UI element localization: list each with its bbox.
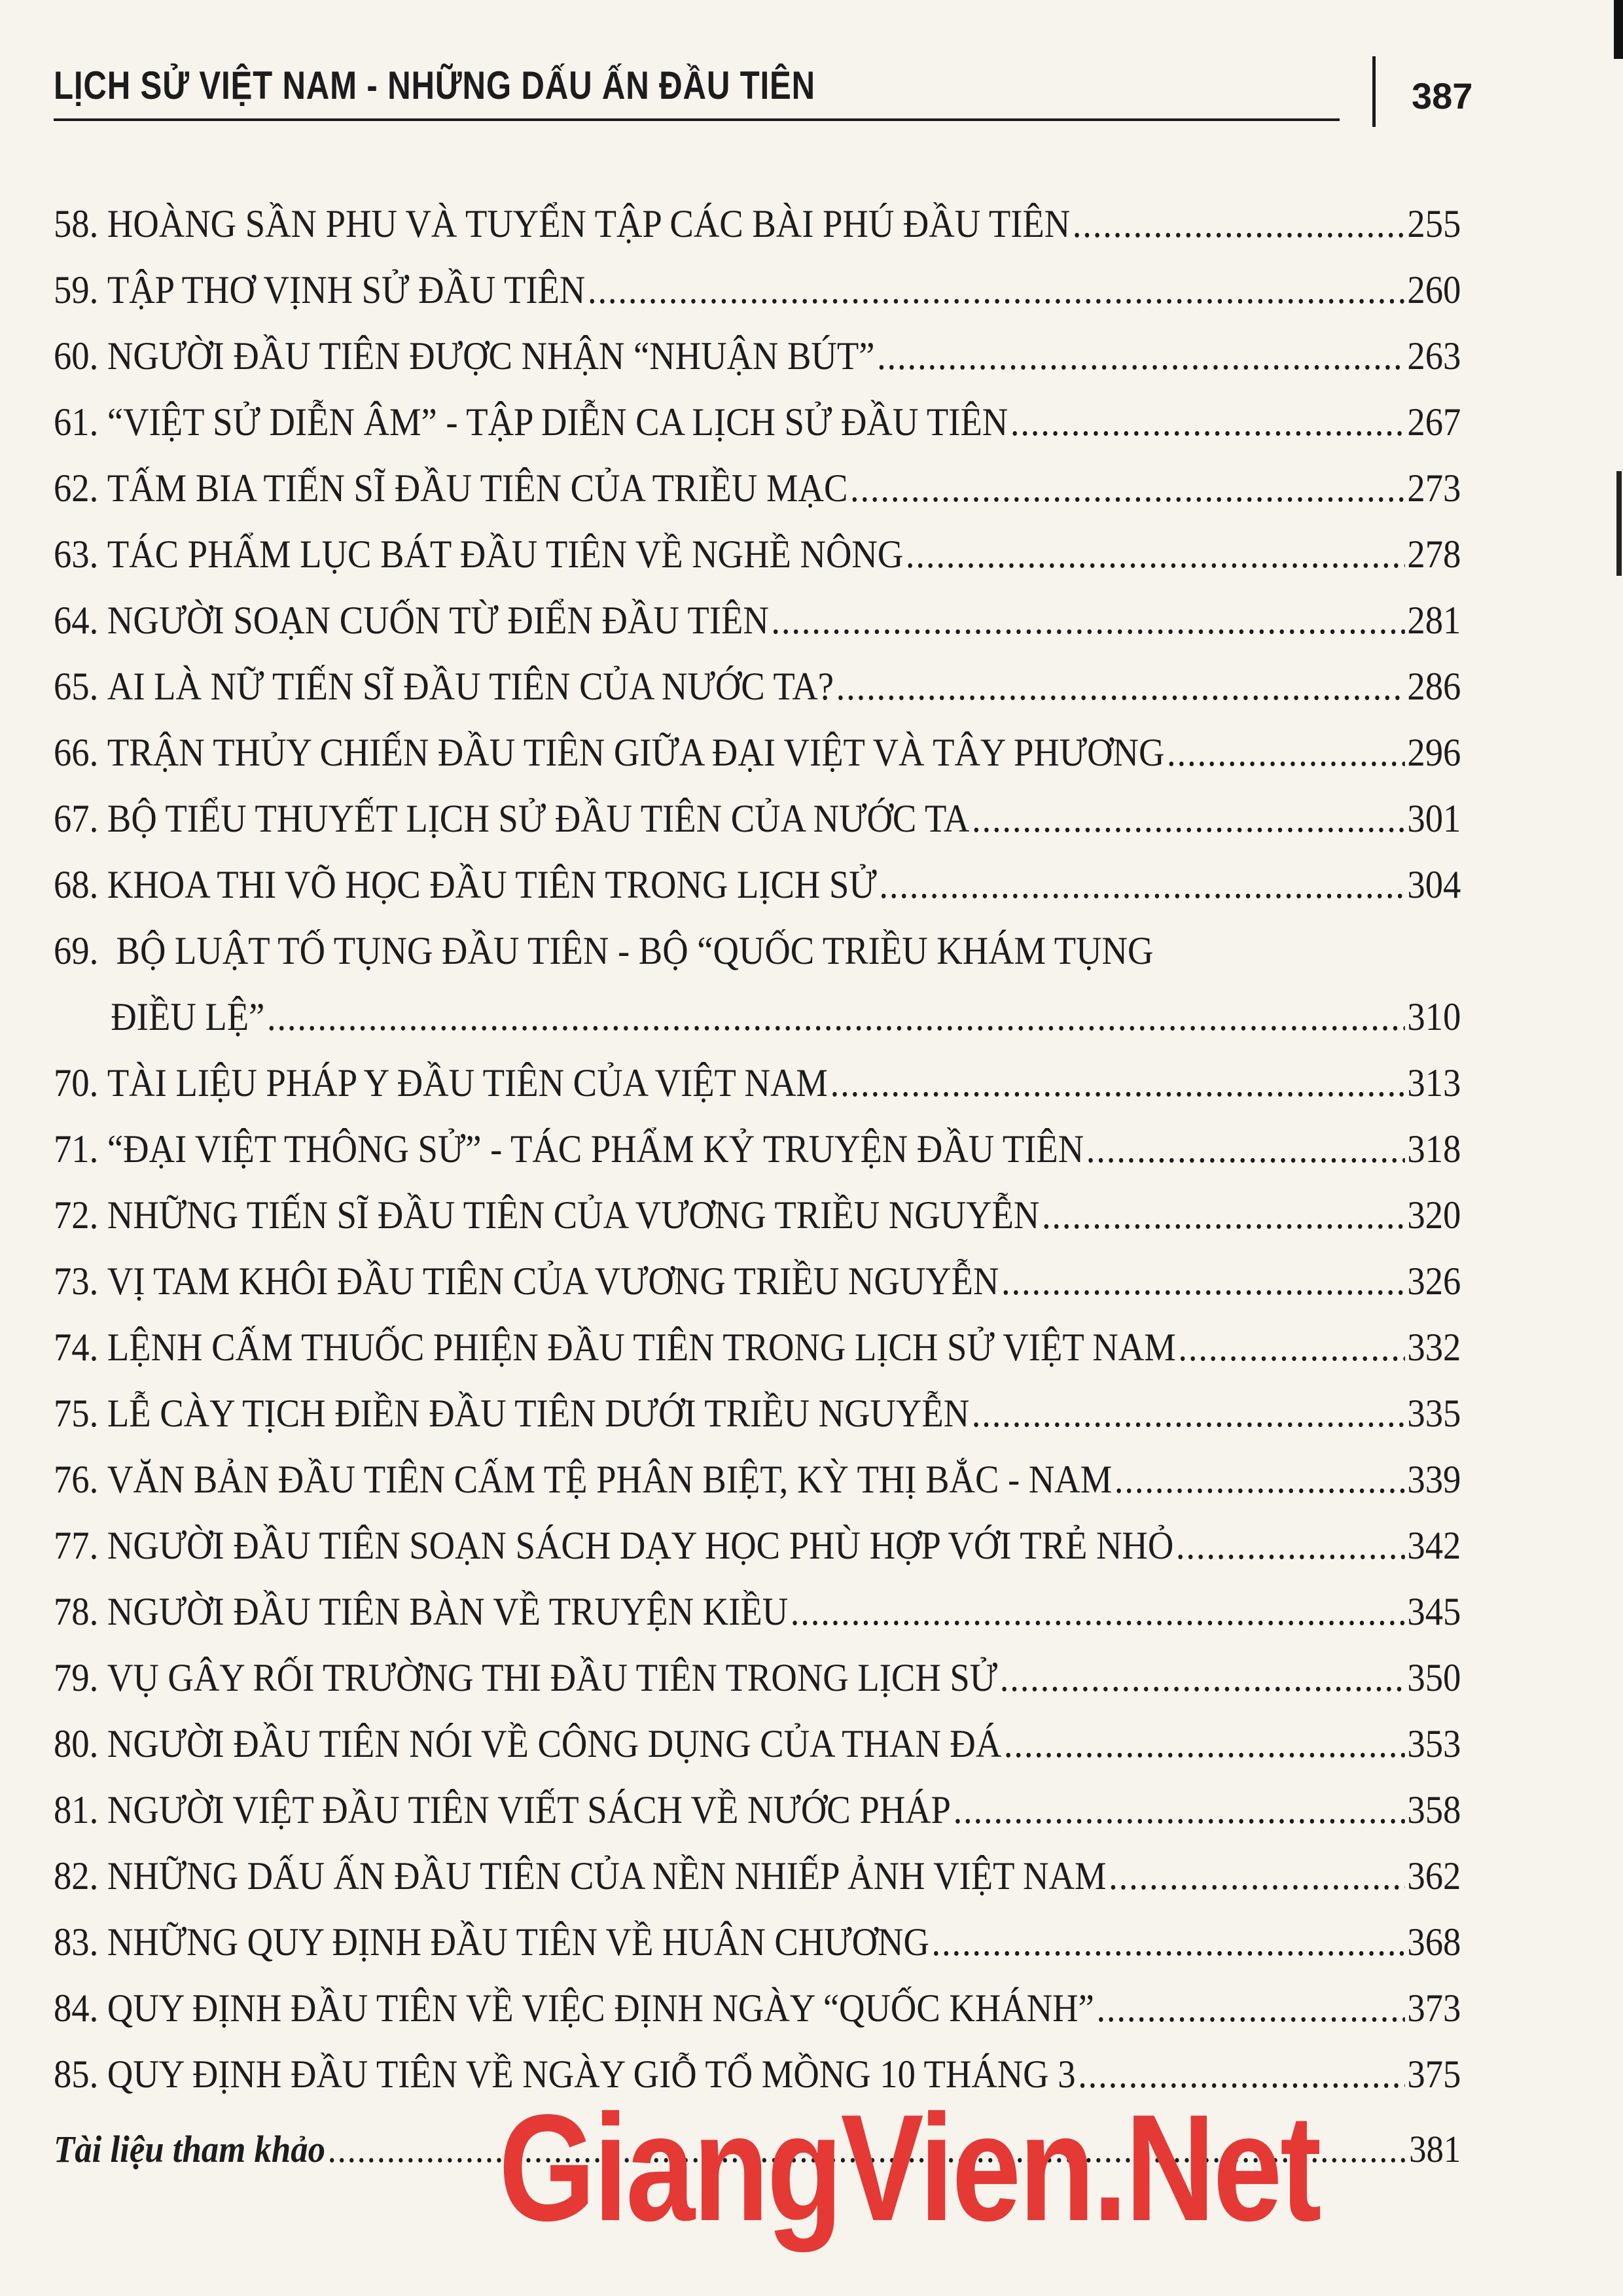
- toc-entry-number: 79.: [54, 1656, 99, 1699]
- dot-leader: [1004, 1711, 1405, 1777]
- page-number: 387: [1412, 75, 1473, 116]
- dot-leader: [972, 1381, 1405, 1447]
- toc-entry-number: 62.: [54, 467, 99, 510]
- toc-entry-number: 73.: [54, 1260, 99, 1303]
- toc-entry[interactable]: [54, 852, 1461, 918]
- toc-entry-page: 335: [1407, 1392, 1461, 1435]
- toc-entry-page: 313: [1407, 1061, 1461, 1104]
- toc-entry-title: LỆNH CẤM THUỐC PHIỆN ĐẦU TIÊN TRONG LỊCH SỬ VIỆT NAM: [107, 1326, 1176, 1369]
- toc-entry-title: NGƯỜI ĐẦU TIÊN SOẠN SÁCH DẠY HỌC PHÙ HỢP VỚI TRẺ NHỎ: [107, 1524, 1174, 1567]
- toc-entry[interactable]: [54, 1909, 1461, 1975]
- toc-entry-page: 350: [1407, 1656, 1461, 1699]
- toc-entry-page: 278: [1407, 533, 1461, 576]
- toc-entry-page: 255: [1407, 202, 1461, 245]
- toc-entry-number: 63.: [54, 533, 99, 576]
- toc-entry-title: LỄ CÀY TỊCH ĐIỀN ĐẦU TIÊN DƯỚI TRIỀU NGUYỄN: [107, 1392, 970, 1435]
- toc-entry-title: BỘ LUẬT TỐ TỤNG ĐẦU TIÊN - BỘ “QUỐC TRIỀU KHÁM TỤNG: [116, 929, 1154, 972]
- dot-leader: [877, 323, 1405, 389]
- toc-entry-number: 81.: [54, 1788, 99, 1831]
- toc-entry-page: 332: [1407, 1326, 1461, 1369]
- toc-entry-number: 61.: [54, 400, 99, 444]
- toc-entry-number: 66.: [54, 731, 99, 774]
- toc-entry-title: NHỮNG TIẾN SĨ ĐẦU TIÊN CỦA VƯƠNG TRIỀU NGUYỄN: [107, 1193, 1040, 1237]
- toc-entry[interactable]: [54, 1777, 1461, 1843]
- toc-entry-number: 74.: [54, 1326, 99, 1369]
- toc-entry-page: 353: [1407, 1722, 1461, 1765]
- toc-entry-title: NHỮNG QUY ĐỊNH ĐẦU TIÊN VỀ HUÂN CHƯƠNG: [107, 1920, 929, 1964]
- toc-entry-page: 286: [1407, 665, 1461, 708]
- toc-entry[interactable]: [54, 1315, 1461, 1381]
- toc-entry[interactable]: [54, 323, 1461, 389]
- toc-entry-page: 368: [1407, 1920, 1461, 1964]
- toc-entry[interactable]: [54, 786, 1461, 852]
- header-separator: [1372, 56, 1376, 127]
- dot-leader: [1178, 1315, 1404, 1381]
- running-title: LỊCH SỬ VIỆT NAM - NHỮNG DẤU ẤN ĐẦU TIÊN: [54, 63, 816, 107]
- dot-leader: [972, 786, 1405, 852]
- references-title: Tài liệu tham khảo: [54, 2128, 325, 2170]
- toc-entry[interactable]: [54, 1711, 1461, 1777]
- toc-entry-page: 345: [1407, 1590, 1461, 1633]
- toc-entry-page: 296: [1407, 731, 1461, 774]
- toc-entry-page: 358: [1407, 1788, 1461, 1831]
- toc-entry[interactable]: [54, 1513, 1461, 1579]
- toc-entry-page: 304: [1407, 863, 1461, 906]
- toc-entry-number: 64.: [54, 599, 99, 642]
- toc-entry[interactable]: [54, 1116, 1461, 1182]
- toc-entry-title: VỊ TAM KHÔI ĐẦU TIÊN CỦA VƯƠNG TRIỀU NGUYỄN: [107, 1260, 999, 1303]
- table-of-contents: [54, 191, 1461, 2189]
- toc-entry-number: 72.: [54, 1193, 99, 1237]
- toc-entry-number: 65.: [54, 665, 99, 708]
- dot-leader: [836, 654, 1405, 720]
- dot-leader: [906, 521, 1405, 588]
- toc-entry-title: NGƯỜI VIỆT ĐẦU TIÊN VIẾT SÁCH VỀ NƯỚC PHÁP: [107, 1788, 951, 1831]
- dot-leader: [267, 984, 1405, 1050]
- toc-entry[interactable]: [54, 1447, 1461, 1513]
- toc-entry[interactable]: [54, 521, 1461, 588]
- toc-entry-page: 339: [1407, 1458, 1461, 1501]
- page-header: [54, 63, 1473, 135]
- toc-entry-number: 58.: [54, 202, 99, 245]
- toc-entry-number: 68.: [54, 863, 99, 906]
- dot-leader: [588, 257, 1405, 323]
- toc-entry-title: AI LÀ NỮ TIẾN SĨ ĐẦU TIÊN CỦA NƯỚC TA?: [107, 665, 834, 708]
- toc-entry[interactable]: [54, 389, 1461, 455]
- toc-entry[interactable]: [54, 1248, 1461, 1315]
- toc-entry-number: 70.: [54, 1061, 99, 1104]
- toc-entry[interactable]: [54, 1975, 1461, 2041]
- dot-leader: [1010, 389, 1405, 455]
- toc-entry[interactable]: [54, 1381, 1461, 1447]
- toc-entry-title: TÁC PHẨM LỤC BÁT ĐẦU TIÊN VỀ NGHỀ NÔNG: [107, 533, 904, 576]
- toc-entry-number: 85.: [54, 2053, 99, 2096]
- toc-entry-number: 75.: [54, 1392, 99, 1435]
- dot-leader: [1167, 720, 1405, 786]
- toc-entry-number: 84.: [54, 1987, 99, 2030]
- toc-entry-title: VĂN BẢN ĐẦU TIÊN CẤM TỆ PHÂN BIỆT, KỲ THỊ BẮC - NAM: [107, 1458, 1113, 1501]
- toc-entry-number: 60.: [54, 334, 99, 378]
- toc-entry-number: 82.: [54, 1854, 99, 1898]
- toc-entry[interactable]: [54, 588, 1461, 654]
- toc-entry[interactable]: [54, 1579, 1461, 1645]
- toc-entry-title: NHỮNG DẤU ẤN ĐẦU TIÊN CỦA NỀN NHIẾP ẢNH VIỆT NAM: [107, 1854, 1107, 1898]
- dot-leader: [879, 852, 1404, 918]
- dot-leader: [1042, 1182, 1405, 1248]
- toc-entry-number: 67.: [54, 797, 99, 840]
- toc-entry[interactable]: [54, 720, 1461, 786]
- toc-entry-number: 77.: [54, 1524, 99, 1567]
- toc-entry-title: NGƯỜI ĐẦU TIÊN BÀN VỀ TRUYỆN KIỀU: [107, 1590, 789, 1633]
- toc-entry-title: TẬP THƠ VỊNH SỬ ĐẦU TIÊN: [107, 268, 586, 311]
- toc-entry-title: NGƯỜI SOẠN CUỐN TỪ ĐIỂN ĐẦU TIÊN: [107, 599, 769, 642]
- toc-entry-number: 69.: [54, 929, 99, 972]
- toc-entry-number: 59.: [54, 268, 99, 311]
- toc-entry-page: 342: [1407, 1524, 1461, 1567]
- dot-leader: [1073, 191, 1405, 257]
- dot-leader: [1000, 1645, 1405, 1711]
- toc-entry-page: 301: [1407, 797, 1461, 840]
- dot-leader: [850, 455, 1405, 521]
- toc-entry[interactable]: [54, 1050, 1461, 1116]
- toc-entry[interactable]: [54, 1182, 1461, 1248]
- scan-edge-mark: [1616, 471, 1622, 576]
- toc-entry-page: 260: [1407, 268, 1461, 311]
- toc-entry-page: 310: [1407, 995, 1461, 1038]
- toc-entry-title: KHOA THI VÕ HỌC ĐẦU TIÊN TRONG LỊCH SỬ: [107, 863, 877, 906]
- toc-entry[interactable]: [54, 1843, 1461, 1909]
- toc-entry-page: 263: [1407, 334, 1461, 378]
- toc-entry-number: 76.: [54, 1458, 99, 1501]
- toc-entry[interactable]: [54, 191, 1461, 257]
- dot-leader: [1086, 1116, 1405, 1182]
- toc-entry-page: 273: [1407, 467, 1461, 510]
- toc-entry-number: 78.: [54, 1590, 99, 1633]
- toc-entry-title: “VIỆT SỬ DIỄN ÂM” - TẬP DIỄN CA LỊCH SỬ ĐẦU TIÊN: [107, 400, 1008, 444]
- toc-entry[interactable]: [54, 654, 1461, 720]
- dot-leader: [1115, 1447, 1405, 1513]
- toc-entry-title: BỘ TIỂU THUYẾT LỊCH SỬ ĐẦU TIÊN CỦA NƯỚC TA: [107, 797, 970, 840]
- dot-leader: [771, 588, 1404, 654]
- toc-entry-title: TÀI LIỆU PHÁP Y ĐẦU TIÊN CỦA VIỆT NAM: [107, 1061, 828, 1104]
- toc-entry-title: TẤM BIA TIẾN SĨ ĐẦU TIÊN CỦA TRIỀU MẠC: [107, 467, 848, 510]
- dot-leader: [1109, 1843, 1405, 1909]
- toc-entry-title: TRẬN THỦY CHIẾN ĐẦU TIÊN GIỮA ĐẠI VIỆT VÀ TÂY PHƯƠNG: [107, 731, 1165, 774]
- toc-entry-title: VỤ GÂY RỐI TRƯỜNG THI ĐẦU TIÊN TRONG LỊCH SỬ: [107, 1656, 998, 1699]
- dot-leader: [791, 1579, 1405, 1645]
- toc-entry-number: 71.: [54, 1127, 99, 1171]
- toc-entry-page: 375: [1407, 2053, 1461, 2096]
- references-page: 381: [1409, 2128, 1461, 2170]
- toc-entry-page: 326: [1407, 1260, 1461, 1303]
- toc-entry-title: QUY ĐỊNH ĐẦU TIÊN VỀ VIỆC ĐỊNH NGÀY “QUỐC KHÁNH”: [107, 1987, 1094, 2030]
- toc-entry-page: 373: [1407, 1987, 1461, 2030]
- toc-entry-page: 362: [1407, 1854, 1461, 1898]
- scan-edge-mark: [1614, 0, 1623, 59]
- dot-leader: [954, 1777, 1405, 1843]
- dot-leader: [1001, 1248, 1405, 1315]
- toc-entry-number: 83.: [54, 1920, 99, 1964]
- dot-leader: [1096, 1975, 1404, 2041]
- header-rule: [54, 118, 1340, 121]
- toc-entry[interactable]: [54, 918, 1461, 1050]
- toc-entry[interactable]: [54, 455, 1461, 521]
- toc-entry-title-continued: ĐIỀU LỆ”: [111, 995, 265, 1038]
- toc-entry-title: QUY ĐỊNH ĐẦU TIÊN VỀ NGÀY GIỖ TỔ MỒNG 10 THÁNG 3: [107, 2053, 1076, 2096]
- toc-entry-page: 281: [1407, 599, 1461, 642]
- toc-entry-title: “ĐẠI VIỆT THÔNG SỬ” - TÁC PHẨM KỶ TRUYỆN ĐẦU TIÊN: [107, 1127, 1084, 1171]
- toc-entry[interactable]: [54, 257, 1461, 323]
- watermark: GiangVien.Net: [499, 2083, 1320, 2253]
- toc-entry-title: HOÀNG SẦN PHU VÀ TUYỂN TẬP CÁC BÀI PHÚ ĐẦU TIÊN: [107, 202, 1071, 245]
- toc-entry-page: 318: [1407, 1127, 1461, 1171]
- dot-leader: [830, 1050, 1405, 1116]
- toc-entry-page: 320: [1407, 1193, 1461, 1237]
- toc-entry[interactable]: [54, 1645, 1461, 1711]
- toc-entry-number: 80.: [54, 1722, 99, 1765]
- dot-leader: [1176, 1513, 1405, 1579]
- toc-entry-title: NGƯỜI ĐẦU TIÊN ĐƯỢC NHẬN “NHUẬN BÚT”: [107, 334, 875, 378]
- toc-entry-title: NGƯỜI ĐẦU TIÊN NÓI VỀ CÔNG DỤNG CỦA THAN ĐÁ: [107, 1722, 1002, 1765]
- toc-entry-page: 267: [1407, 400, 1461, 444]
- dot-leader: [932, 1909, 1405, 1975]
